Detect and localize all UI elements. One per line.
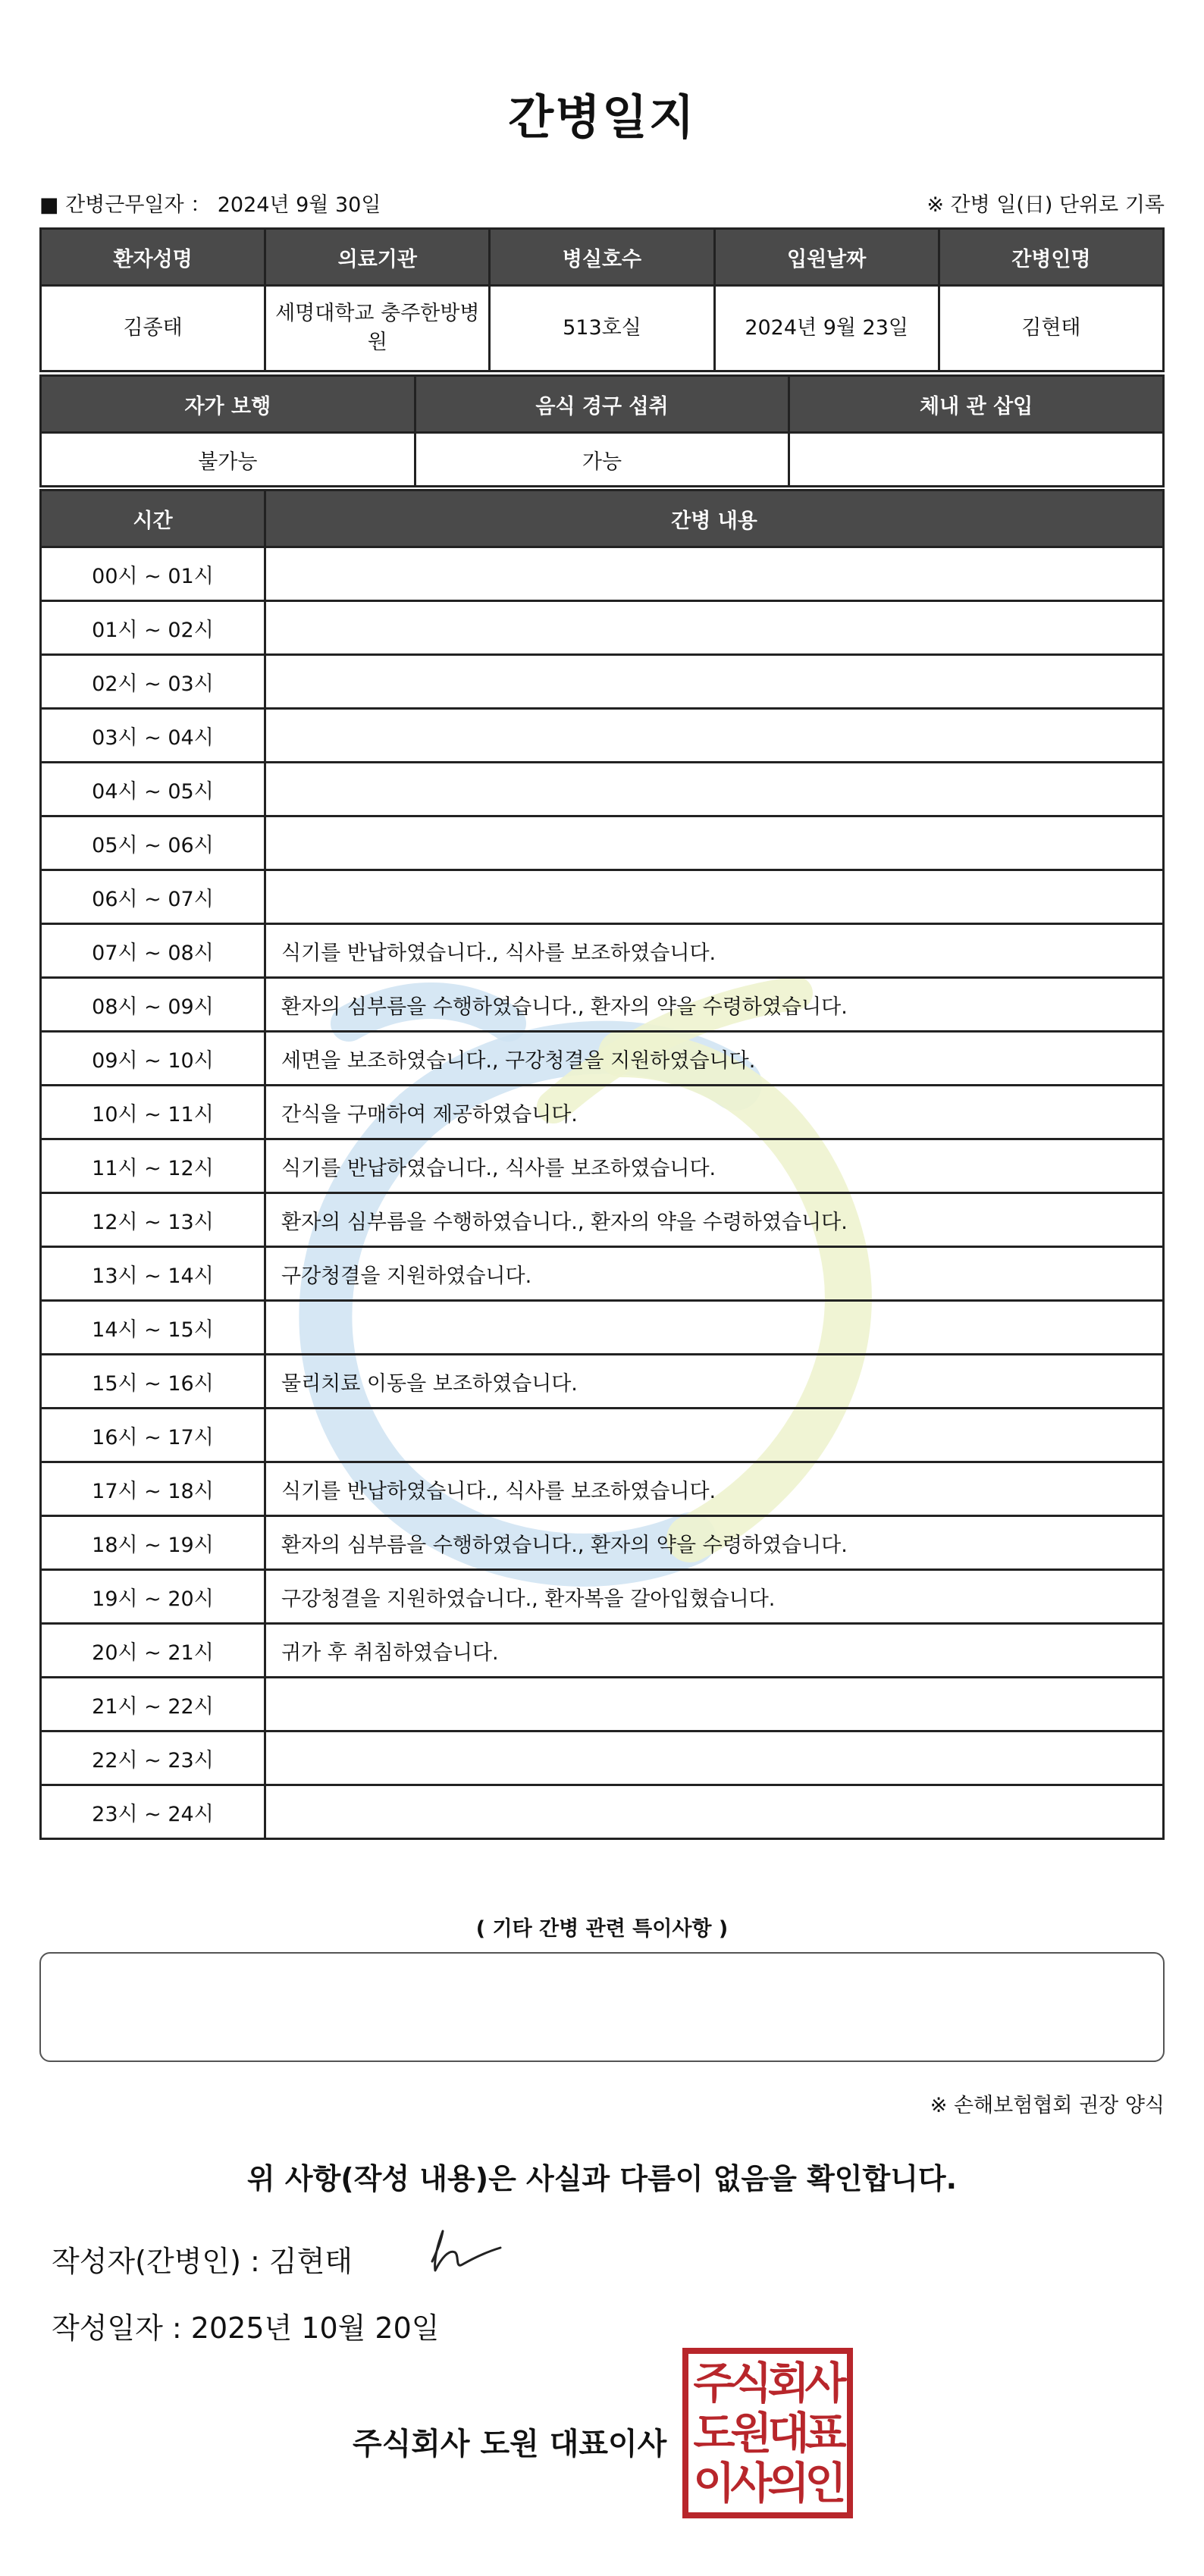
seal-line: 도원대표 xyxy=(693,2408,842,2458)
care-log-row xyxy=(41,1570,1164,1624)
page-title: 간병일지 xyxy=(508,89,696,145)
care-log-row xyxy=(41,1139,1164,1193)
care-content xyxy=(265,1409,1164,1462)
care-log-row xyxy=(41,1624,1164,1678)
care-content: 식기를 반납하였습니다., 식사를 보조하였습니다. xyxy=(265,1139,1164,1193)
patient-value-row xyxy=(41,286,1164,371)
care-content xyxy=(265,1731,1164,1785)
care-log-row xyxy=(41,1247,1164,1301)
time-slot: 01시 ~ 02시 xyxy=(41,601,265,655)
time-slot: 06시 ~ 07시 xyxy=(41,870,265,924)
header-walking: 자가 보행 xyxy=(41,376,415,433)
seal-line: 이사의인 xyxy=(693,2458,842,2509)
care-content: 세면을 보조하였습니다., 구강청결을 지원하였습니다. xyxy=(265,1032,1164,1086)
remarks-box xyxy=(39,1952,1165,2062)
care-content xyxy=(265,816,1164,870)
header-oral-intake: 음식 경구 섭취 xyxy=(415,376,789,433)
time-slot: 11시 ~ 12시 xyxy=(41,1139,265,1193)
care-content: 간식을 구매하여 제공하였습니다. xyxy=(265,1086,1164,1139)
institution: 세명대학교 충주한방병원 xyxy=(265,286,490,371)
signature-icon xyxy=(415,2225,514,2278)
care-content xyxy=(265,870,1164,924)
oral-intake-value: 가능 xyxy=(415,433,789,487)
company-representative: 주식회사 도원 대표이사 xyxy=(353,2427,667,2462)
care-log-row xyxy=(41,978,1164,1032)
ability-table xyxy=(39,374,1165,487)
care-log-row xyxy=(41,655,1164,709)
care-content: 구강청결을 지원하였습니다., 환자복을 갈아입혔습니다. xyxy=(265,1570,1164,1624)
admission-date: 2024년 9월 23일 xyxy=(714,286,939,371)
ability-header-row xyxy=(41,376,1164,433)
care-content xyxy=(265,655,1164,709)
time-slot: 00시 ~ 01시 xyxy=(41,547,265,601)
care-content xyxy=(265,709,1164,763)
time-slot: 05시 ~ 06시 xyxy=(41,816,265,870)
seal-line: 주식회사 xyxy=(693,2358,842,2408)
care-log-row xyxy=(41,1731,1164,1785)
care-log-row xyxy=(41,1086,1164,1139)
header-tube-insertion: 체내 관 삽입 xyxy=(789,376,1164,433)
care-content: 구강청결을 지원하였습니다. xyxy=(265,1247,1164,1301)
care-log-table xyxy=(39,489,1165,1840)
care-content xyxy=(265,1785,1164,1839)
care-log-row xyxy=(41,601,1164,655)
care-log-row xyxy=(41,1462,1164,1516)
time-slot: 12시 ~ 13시 xyxy=(41,1193,265,1247)
work-date: ■ 간병근무일자 ： 2024년 9월 30일 xyxy=(39,193,381,217)
ability-value-row xyxy=(41,433,1164,487)
caregiver-name: 김현태 xyxy=(939,286,1163,371)
time-slot: 23시 ~ 24시 xyxy=(41,1785,265,1839)
care-content xyxy=(265,601,1164,655)
header-room: 병실호수 xyxy=(490,229,714,286)
header-time: 시간 xyxy=(41,490,265,547)
care-log-row xyxy=(41,1678,1164,1731)
time-slot: 16시 ~ 17시 xyxy=(41,1409,265,1462)
care-content xyxy=(265,763,1164,816)
time-slot: 09시 ~ 10시 xyxy=(41,1032,265,1086)
time-slot: 02시 ~ 03시 xyxy=(41,655,265,709)
care-header-row xyxy=(41,490,1164,547)
header-institution: 의료기관 xyxy=(265,229,490,286)
confirmation-statement: 위 사항(작성 내용)은 사실과 다름이 없음을 확인합니다. xyxy=(246,2162,958,2195)
care-content: 식기를 반납하였습니다., 식사를 보조하였습니다. xyxy=(265,1462,1164,1516)
tube-insertion-value xyxy=(789,433,1164,487)
care-log-row xyxy=(41,709,1164,763)
time-slot: 19시 ~ 20시 xyxy=(41,1570,265,1624)
time-slot: 14시 ~ 15시 xyxy=(41,1301,265,1355)
room-number: 513호실 xyxy=(490,286,714,371)
care-log-row xyxy=(41,1355,1164,1409)
care-log-row xyxy=(41,924,1164,978)
time-slot: 17시 ~ 18시 xyxy=(41,1462,265,1516)
writer-line: 작성자(간병인) : 김현태 xyxy=(52,2245,353,2278)
walking-value: 불가능 xyxy=(41,433,415,487)
care-content: 환자의 심부름을 수행하였습니다., 환자의 약을 수령하였습니다. xyxy=(265,1193,1164,1247)
care-content: 귀가 후 취침하였습니다. xyxy=(265,1624,1164,1678)
company-seal-stamp xyxy=(682,2348,853,2518)
care-content: 환자의 심부름을 수행하였습니다., 환자의 약을 수령하였습니다. xyxy=(265,1516,1164,1570)
form-source-note: ※ 손해보험협회 권장 양식 xyxy=(930,2094,1165,2117)
remarks-title: ( 기타 간병 관련 특이사항 ) xyxy=(475,1917,729,1941)
care-log-row xyxy=(41,816,1164,870)
care-content xyxy=(265,1301,1164,1355)
care-log-row xyxy=(41,1032,1164,1086)
written-date-line: 작성일자 : 2025년 10월 20일 xyxy=(52,2311,440,2345)
time-slot: 20시 ~ 21시 xyxy=(41,1624,265,1678)
header-caregiver-name: 간병인명 xyxy=(939,229,1163,286)
care-log-row xyxy=(41,1785,1164,1839)
time-slot: 04시 ~ 05시 xyxy=(41,763,265,816)
patient-name: 김종태 xyxy=(41,286,265,371)
time-slot: 10시 ~ 11시 xyxy=(41,1086,265,1139)
header-care-content: 간병 내용 xyxy=(265,490,1164,547)
care-log-row xyxy=(41,1409,1164,1462)
care-log-body xyxy=(41,547,1164,1839)
care-log-row xyxy=(41,1301,1164,1355)
record-unit-note: ※ 간병 일(日) 단위로 기록 xyxy=(927,193,1165,217)
time-slot: 08시 ~ 09시 xyxy=(41,978,265,1032)
time-slot: 15시 ~ 16시 xyxy=(41,1355,265,1409)
time-slot: 18시 ~ 19시 xyxy=(41,1516,265,1570)
care-log-row xyxy=(41,763,1164,816)
care-content xyxy=(265,547,1164,601)
time-slot: 21시 ~ 22시 xyxy=(41,1678,265,1731)
care-content: 물리치료 이동을 보조하였습니다. xyxy=(265,1355,1164,1409)
time-slot: 07시 ~ 08시 xyxy=(41,924,265,978)
patient-header-row xyxy=(41,229,1164,286)
care-log-row xyxy=(41,547,1164,601)
time-slot: 22시 ~ 23시 xyxy=(41,1731,265,1785)
time-slot: 13시 ~ 14시 xyxy=(41,1247,265,1301)
patient-info-table xyxy=(39,227,1165,372)
header-patient-name: 환자성명 xyxy=(41,229,265,286)
header-admission-date: 입원날짜 xyxy=(714,229,939,286)
care-log-row xyxy=(41,1516,1164,1570)
care-content: 식기를 반납하였습니다., 식사를 보조하였습니다. xyxy=(265,924,1164,978)
care-content: 환자의 심부름을 수행하였습니다., 환자의 약을 수령하였습니다. xyxy=(265,978,1164,1032)
care-log-row xyxy=(41,870,1164,924)
care-content xyxy=(265,1678,1164,1731)
care-log-row xyxy=(41,1193,1164,1247)
time-slot: 03시 ~ 04시 xyxy=(41,709,265,763)
